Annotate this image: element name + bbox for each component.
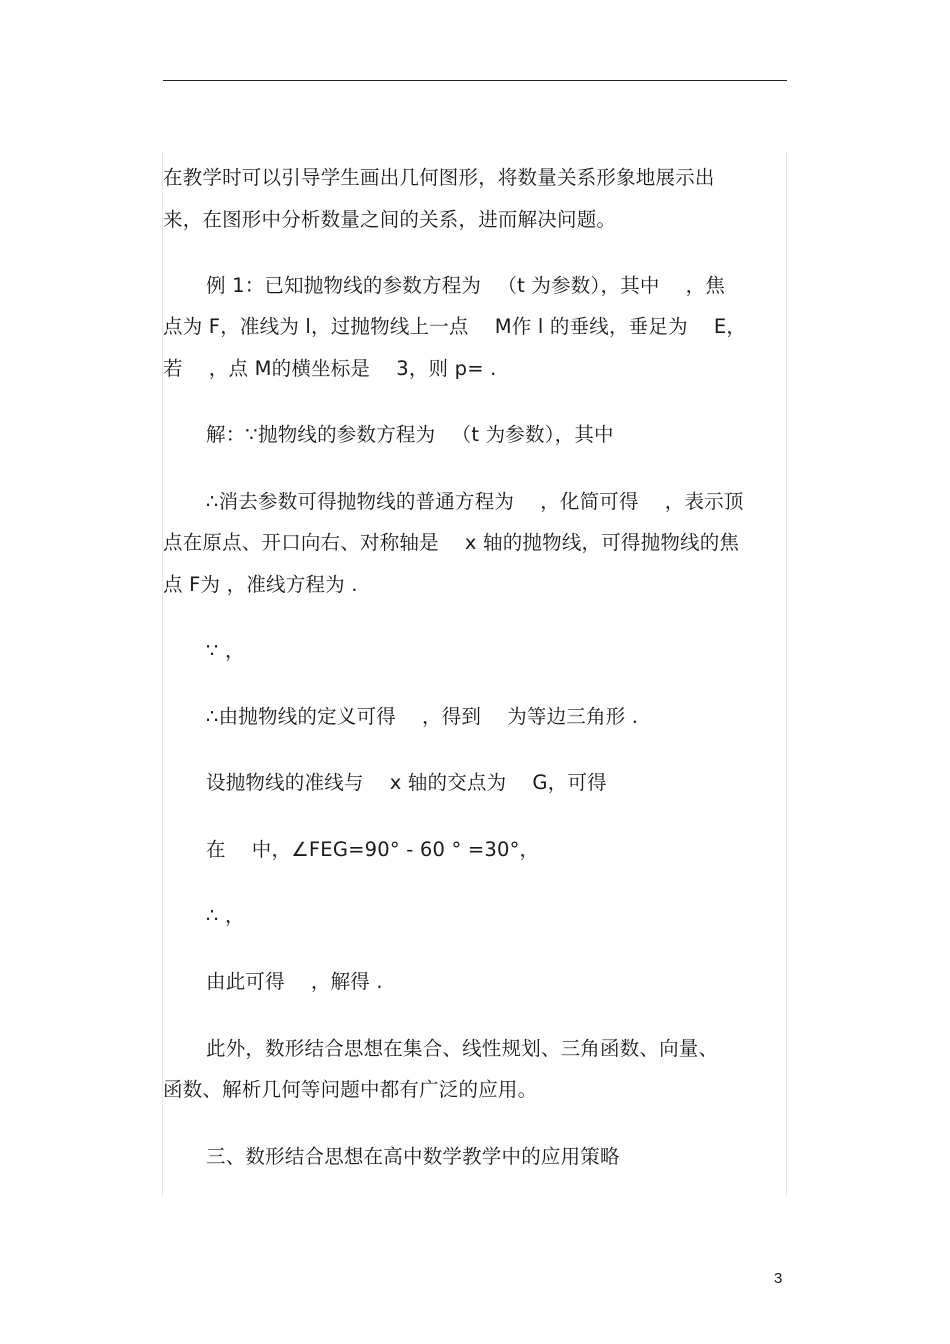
solution-line: 点 F为 ，准线方程为 . <box>163 573 358 596</box>
solution-line: ∴消去参数可得抛物线的普通方程为 ，化简可得 ，表示顶 <box>206 490 744 513</box>
section-heading: 三、数形结合思想在高中数学教学中的应用策略 <box>206 1145 620 1168</box>
text-line: 来，在图形中分析数量之间的关系，进而解决问题。 <box>163 208 617 231</box>
right-margin-line <box>786 152 787 1196</box>
solution-line: 在 中，∠FEG=90° - 60 ° =30°， <box>206 838 540 861</box>
example-line: 例 1：已知抛物线的参数方程为 （t 为参数），其中 ，焦 <box>206 274 726 297</box>
solution-line: 解：∵抛物线的参数方程为 （t 为参数），其中 <box>206 423 614 446</box>
text-line: 在教学时可以引导学生画出几何图形，将数量关系形象地展示出 <box>163 166 715 189</box>
page-number: 3 <box>774 1270 783 1287</box>
text-line: 此外，数形结合思想在集合、线性规划、三角函数、向量、 <box>206 1037 719 1060</box>
solution-line: ∴由抛物线的定义可得 ，得到 为等边三角形 . <box>206 705 639 728</box>
example-line: 若 ，点 M的横坐标是 3，则 p= . <box>163 357 497 380</box>
text-line: 函数、解析几何等问题中都有广泛的应用。 <box>163 1078 538 1101</box>
example-line: 点为 F，准线为 l，过抛物线上一点 M作 l 的垂线，垂足为 E， <box>163 315 747 338</box>
solution-line: ∵ ， <box>206 639 245 662</box>
solution-line: 设抛物线的准线与 x 轴的交点为 G，可得 <box>206 771 607 794</box>
left-margin-line <box>162 152 163 1196</box>
solution-line: 点在原点、开口向右、对称轴是 x 轴的抛物线，可得抛物线的焦 <box>163 531 740 554</box>
header-rule <box>163 80 787 81</box>
solution-line: 由此可得 ，解得 . <box>206 970 383 993</box>
solution-line: ∴ ， <box>206 904 245 927</box>
